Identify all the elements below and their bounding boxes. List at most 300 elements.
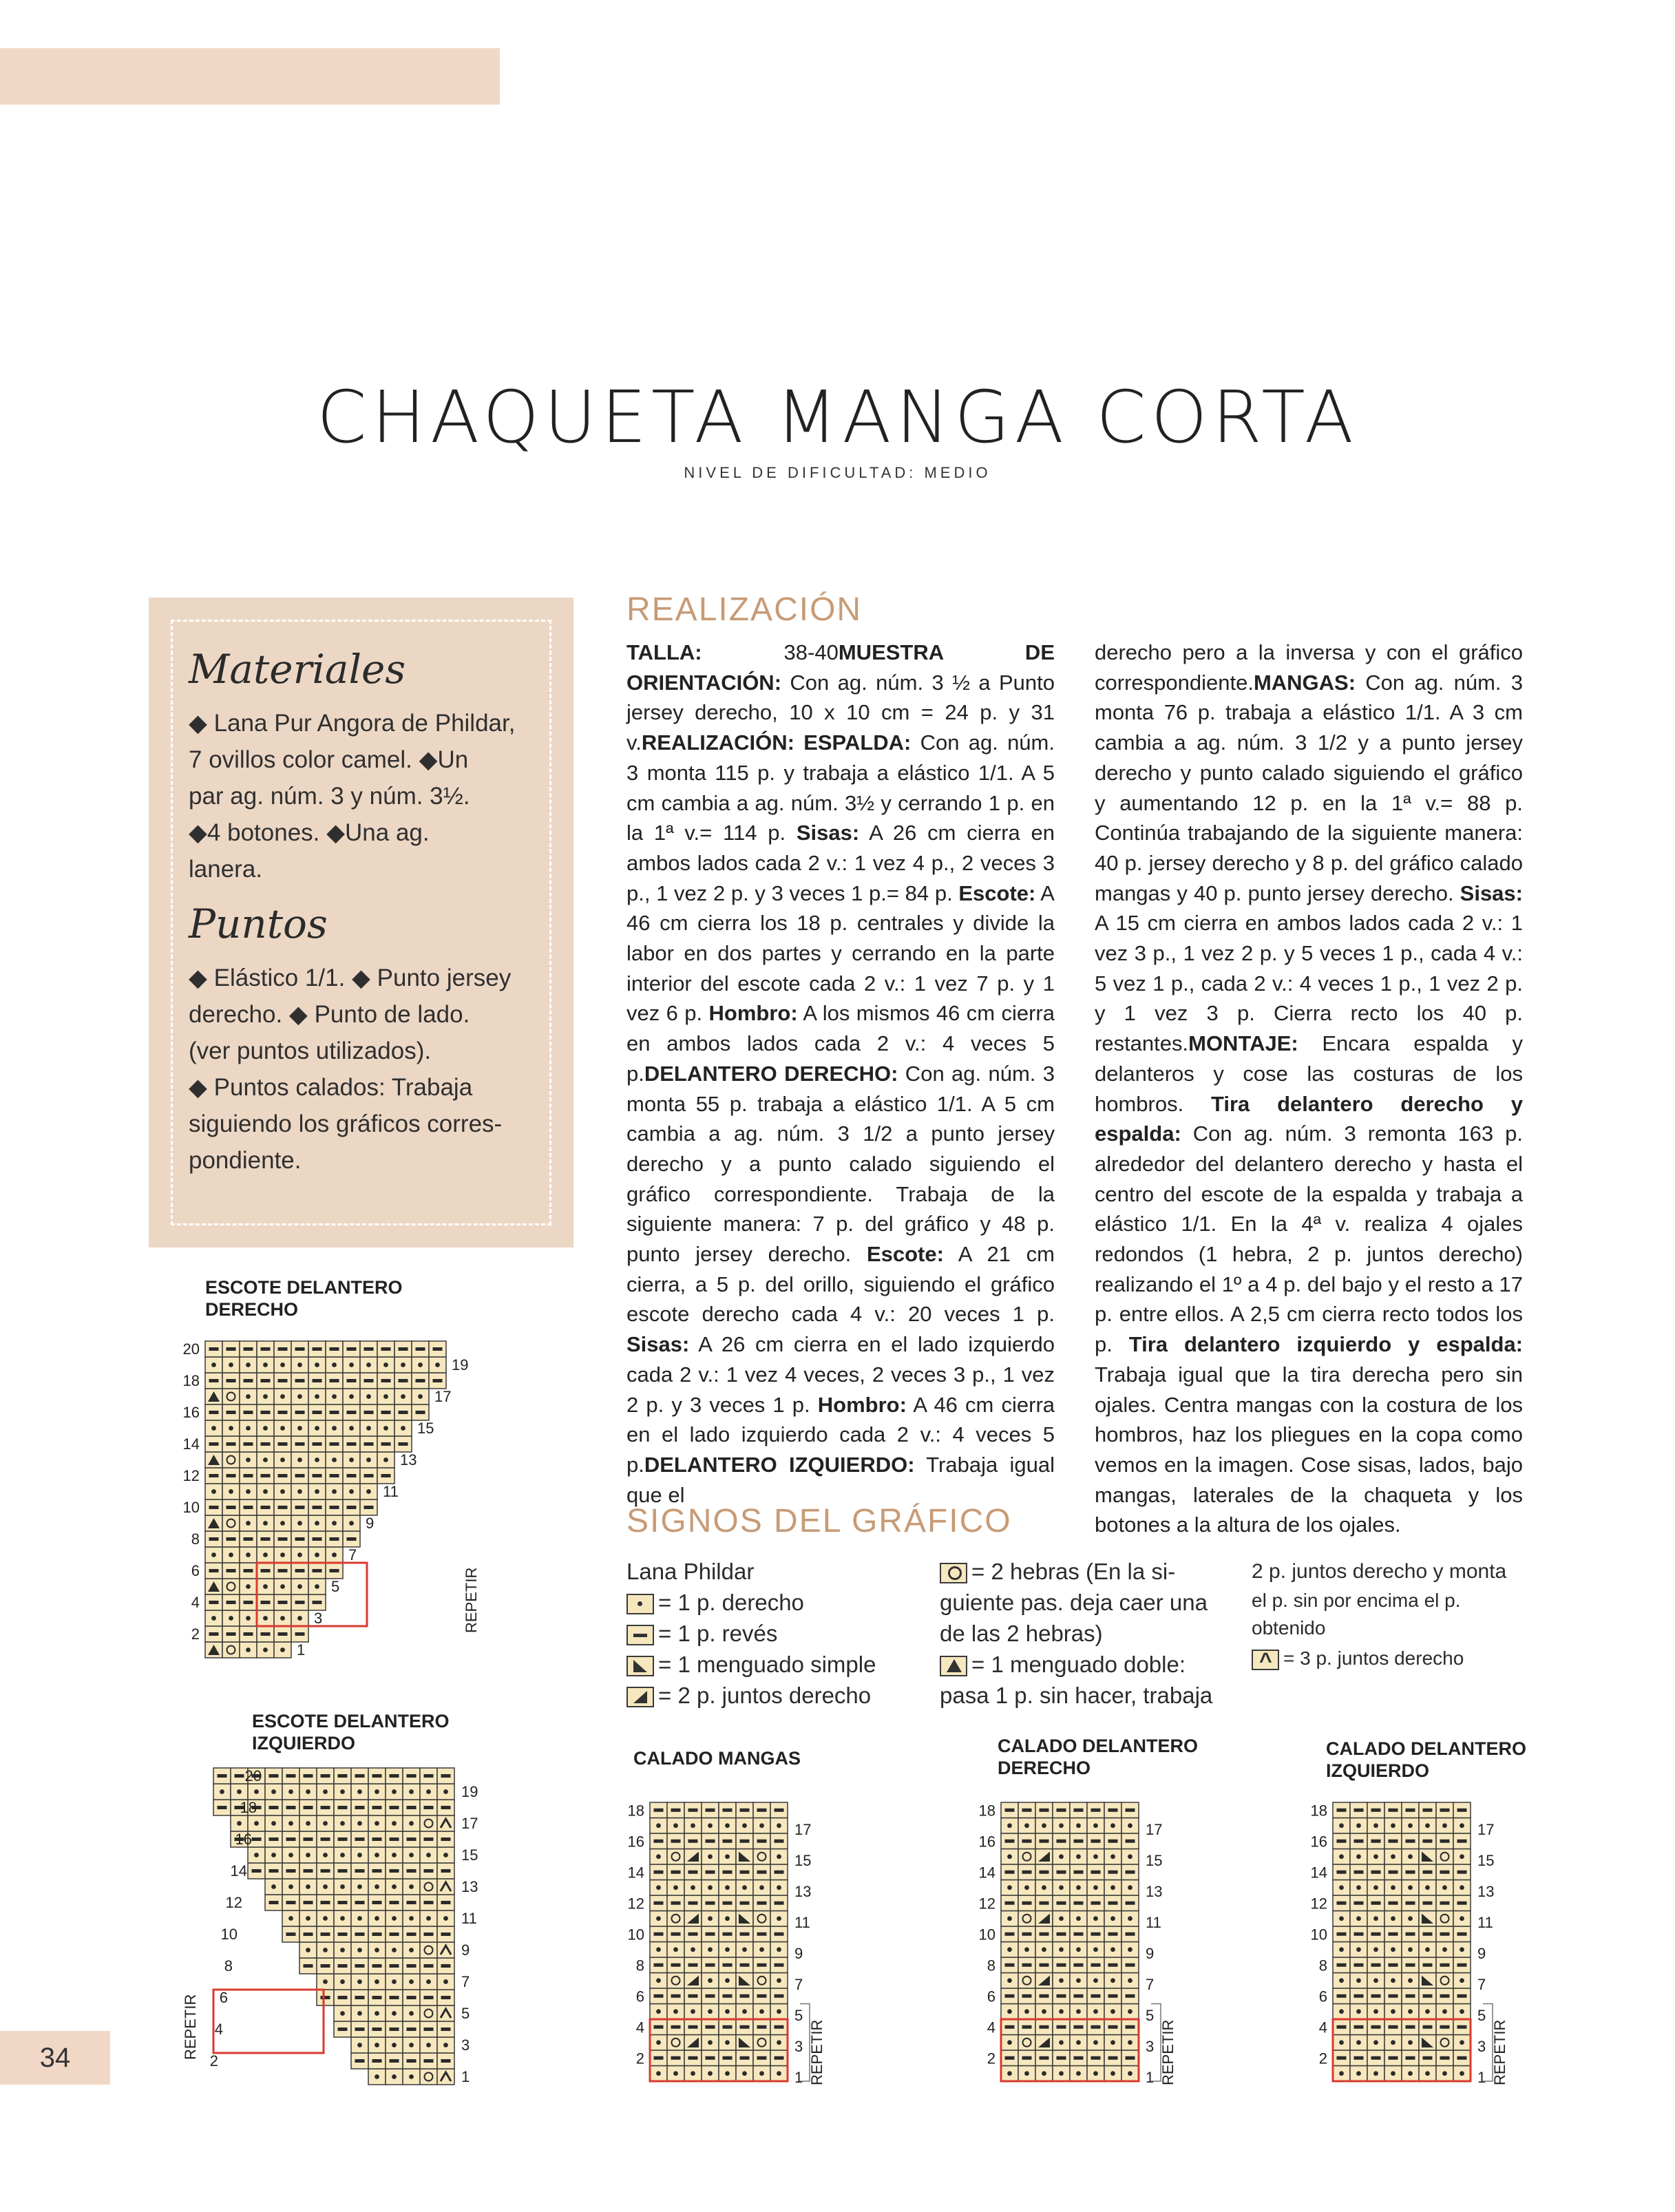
knit-stitch-mark (263, 1457, 268, 1462)
purl-stitch-mark (1423, 2056, 1433, 2060)
purl-stitch-mark (1057, 1840, 1066, 1843)
instruction-text: 38-40 (702, 640, 839, 664)
purl-stitch-mark (1440, 1932, 1450, 1936)
purl-stitch-mark (286, 1869, 296, 1873)
knit-stitch-mark (357, 1821, 362, 1826)
purl-stitch-mark (1406, 1840, 1415, 1843)
purl-stitch-mark (1440, 1963, 1450, 1967)
purl-stitch-mark (407, 1774, 417, 1778)
purl-stitch-mark (252, 1837, 262, 1841)
purl-stitch-mark (1022, 2025, 1032, 2029)
purl-stitch-mark (1074, 1902, 1084, 1905)
knit-stitch-mark (1128, 2009, 1133, 2014)
row-number: 10 (1310, 1926, 1327, 1944)
purl-stitch-mark (1040, 1809, 1049, 1812)
materials-line: ◆ Lana Pur Angora de Phildar, (189, 710, 516, 737)
knit-stitch-mark (1408, 1823, 1413, 1828)
purl-stitch-mark (424, 1869, 434, 1873)
knit-stitch-mark (288, 1789, 293, 1794)
purl-stitch-mark (1057, 2056, 1066, 2060)
knit-stitch-mark (1007, 2071, 1012, 2076)
knit-stitch-mark (1042, 1823, 1046, 1828)
row-number: 3 (794, 2038, 803, 2055)
purl-stitch-mark (1040, 1871, 1049, 1874)
purl-stitch-mark (706, 1994, 715, 1998)
row-number: 16 (182, 1404, 200, 1421)
purl-stitch-mark (364, 1442, 374, 1446)
purl-stitch-mark (654, 2025, 664, 2029)
knit-stitch-mark (1076, 1978, 1081, 1983)
knit-stitch-mark (357, 1948, 362, 1952)
purl-stitch-mark (1406, 1871, 1415, 1874)
row-number: 5 (1146, 2007, 1155, 2024)
purl-stitch-mark (1440, 1994, 1450, 1998)
instruction-label: Hombro: (817, 1392, 907, 1417)
knit-stitch-mark (1059, 2009, 1064, 2014)
purl-stitch-mark (1423, 1932, 1433, 1936)
purl-stitch-mark (1389, 1902, 1398, 1905)
knit-stitch-mark (211, 1362, 216, 1367)
purl-stitch-mark (407, 2027, 417, 2031)
row-number: 2 (191, 1625, 200, 1643)
knit-stitch-mark (229, 1616, 233, 1621)
instruction-text: Trabaja igual que el (626, 1452, 1055, 1507)
knit-stitch-mark (306, 1821, 310, 1826)
materials-list (189, 705, 553, 887)
purl-stitch-mark (1371, 1840, 1381, 1843)
row-number: 1 (1146, 2069, 1155, 2086)
knit-stitch-mark (1093, 1823, 1098, 1828)
purl-stitch-mark (381, 1411, 391, 1414)
purl-stitch-mark (295, 1506, 305, 1509)
purl-stitch-mark (433, 1379, 443, 1382)
purl-stitch-mark (1440, 1902, 1450, 1905)
purl-stitch-mark (1337, 1809, 1347, 1812)
row-number: 4 (1318, 2019, 1327, 2036)
knit-stitch-mark (777, 2071, 781, 2076)
row-number: 7 (461, 1973, 470, 1990)
purl-stitch-mark (1457, 2025, 1467, 2029)
knit-stitch-mark (1356, 1823, 1361, 1828)
purl-stitch-mark (338, 1996, 348, 1999)
purl-stitch-mark (1440, 1840, 1450, 1843)
purl-stitch-mark (706, 1871, 715, 1874)
purl-stitch-mark (1457, 1902, 1467, 1905)
purl-stitch-mark (390, 1901, 399, 1904)
instruction-label: Escote: (958, 881, 1036, 905)
purl-stitch-mark (706, 2056, 715, 2060)
k3tog-icon (1252, 1650, 1279, 1670)
purl-stitch-mark (723, 2025, 733, 2029)
knit-stitch-mark (297, 1362, 302, 1367)
knit-stitch-mark (759, 1947, 764, 1952)
knit-stitch-mark (1425, 1885, 1430, 1890)
knit-stitch-mark (1408, 1947, 1413, 1952)
knit-stitch-mark (673, 1947, 678, 1952)
purl-stitch-mark (407, 1869, 417, 1873)
purl-stitch-mark (304, 1837, 313, 1841)
purl-stitch-mark (364, 1411, 374, 1414)
knit-stitch-mark (375, 2074, 379, 2079)
purl-stitch-mark (1406, 1963, 1415, 1967)
purl-stitch-mark (1406, 1994, 1415, 1998)
purl-stitch-mark (347, 1442, 357, 1446)
knit-stitch-mark (725, 1978, 730, 1983)
purl-stitch-mark (244, 1569, 253, 1572)
purl-stitch-mark (706, 1963, 715, 1967)
purl-stitch-mark (1337, 1932, 1347, 1936)
row-number: 5 (794, 2007, 803, 2024)
purl-stitch-mark (1389, 1871, 1398, 1874)
top-color-tab (0, 48, 500, 105)
purl-stitch-mark (407, 1901, 417, 1904)
knit-stitch-mark (1007, 1823, 1012, 1828)
knit-stitch-mark (1391, 1916, 1395, 1921)
row-number: 15 (1477, 1852, 1495, 1869)
knit-stitch-mark (357, 1853, 362, 1857)
grid-cell (667, 1973, 684, 1989)
purl-stitch-mark (244, 1474, 253, 1477)
purl-stitch-mark (654, 1932, 664, 1936)
purl-stitch-mark (364, 1474, 374, 1477)
knit-stitch-mark (1408, 1885, 1413, 1890)
purl-stitch-mark (1354, 1871, 1364, 1874)
purl-stitch-mark (338, 1964, 348, 1968)
purl-stitch-mark (269, 1806, 279, 1809)
purl-stitch-mark (1354, 1994, 1364, 1998)
knit-stitch-mark (323, 1789, 328, 1794)
purl-stitch-mark (740, 1932, 750, 1936)
row-number: 7 (1477, 1976, 1486, 1993)
knit-stitch-mark (246, 1362, 251, 1367)
knit-stitch-mark (708, 1978, 713, 1983)
purl-stitch-mark (338, 1837, 348, 1841)
instruction-label: DELANTERO DERECHO: (644, 1061, 898, 1086)
knit-stitch-mark (1356, 2040, 1361, 2045)
knit-stitch-mark (1373, 1916, 1378, 1921)
purl-stitch-mark (1091, 1902, 1101, 1905)
instruction-label: Escote: (866, 1242, 944, 1267)
purl-stitch-mark (1126, 1963, 1135, 1967)
purl-stitch-mark (1457, 1871, 1467, 1874)
knit-stitch-mark (1110, 1947, 1115, 1952)
purl-stitch-mark (1108, 2025, 1118, 2029)
knit-stitch-mark (1339, 2040, 1344, 2045)
purl-stitch-mark (424, 1996, 434, 1999)
purl-stitch-mark (671, 2025, 681, 2029)
purl-stitch-mark (1091, 1871, 1101, 1874)
knit-stitch-mark (725, 2071, 730, 2076)
instruction-text: Con ag. núm. 3 monta 115 p. y trabaja a elástico 1/1. A 5 cm cambia a ag. núm. 3½ y cerrando 1 p. en la 1ª v.= 114 p. (626, 730, 1055, 845)
purl-stitch-mark (244, 1632, 253, 1636)
row-number: 6 (191, 1562, 200, 1579)
purl-stitch-mark (441, 2059, 451, 2063)
yarn-over-double-icon (940, 1563, 967, 1583)
row-number: 2 (1318, 2050, 1327, 2067)
knit-stitch-mark (409, 1789, 414, 1794)
chart-label-calado-mangas: CALADO MANGAS (633, 1748, 801, 1769)
purl-stitch-mark (286, 1932, 296, 1936)
purl-stitch-mark (390, 1932, 399, 1936)
purl-stitch-mark (244, 1347, 253, 1351)
knit-stitch-mark (1408, 2040, 1413, 2045)
purl-stitch-mark (390, 1774, 399, 1778)
purl-stitch-mark (261, 1442, 271, 1446)
purl-stitch-mark (1406, 1902, 1415, 1905)
purl-stitch-mark (1022, 1963, 1032, 1967)
row-number: 1 (297, 1641, 306, 1658)
knit-stitch-mark (409, 1979, 414, 1984)
purl-stitch-mark (1126, 2025, 1135, 2029)
instruction-text: Con ag. núm. 3 monta 76 p. trabaja a elástico 1/1. A 3 cm cambia a ag. núm. 3 1/2 y a punto jersey derecho y punto calado siguiendo el gráfico y aumentando 12 p. en la 1ª v.= 88 p. Continúa trabajando de la siguiente manera: 40 p. jersey derecho y 8 p. del gráfico calado mangas y 40 p. punto jersey derecho. (1095, 670, 1523, 905)
purl-stitch-mark (706, 2025, 715, 2029)
purl-stitch-mark (441, 1774, 451, 1778)
purl-stitch-mark (355, 1964, 365, 1968)
instruction-text: A los mismos 46 cm cierra en ambos lados cada 2 v.: 4 veces 5 p. (626, 1001, 1055, 1086)
knit-stitch-mark (246, 1584, 251, 1589)
knit-stitch-mark (315, 1489, 319, 1494)
purl-stitch-mark (330, 1569, 339, 1572)
knit-stitch-mark (742, 2009, 747, 2014)
purl-stitch-mark (372, 1774, 382, 1778)
row-number: 18 (240, 1799, 257, 1816)
purl-stitch-mark (1057, 1871, 1066, 1874)
row-number: 10 (627, 1926, 644, 1944)
row-number: 9 (461, 1941, 470, 1959)
purl-stitch-mark (330, 1506, 339, 1509)
legend-item: = 2 p. juntos derecho (626, 1680, 929, 1711)
knit-stitch-mark (1128, 1823, 1133, 1828)
knit-stitch-mark (1110, 2071, 1115, 2076)
knit-stitch-mark (340, 1916, 345, 1921)
purl-stitch-mark (218, 1806, 227, 1809)
purl-stitch-mark (1005, 2025, 1015, 2029)
knit-stitch-mark (656, 1854, 661, 1859)
purl-stitch-mark (364, 1347, 374, 1351)
purl-stitch-mark (269, 1774, 279, 1778)
knit-stitch-mark (375, 2011, 379, 2016)
repeat-label: REPETIR (463, 1567, 480, 1633)
puntos-line: siguiendo los gráficos corres- (189, 1110, 503, 1137)
purl-stitch-mark (381, 1442, 391, 1446)
purl-stitch-mark (244, 1442, 253, 1446)
knit-stitch-mark (443, 2043, 448, 2047)
chart-calado-izquierdo (1303, 1797, 1564, 2100)
purl-stitch-mark (390, 2027, 399, 2031)
repeat-label: REPETIR (808, 2019, 825, 2085)
knit-stitch-mark (1408, 1978, 1413, 1983)
purl-stitch-mark (1126, 1809, 1135, 1812)
instruction-label: Sisas: (626, 1332, 690, 1357)
knit-stitch-mark (1076, 1885, 1081, 1890)
purl-stitch-mark (269, 1901, 279, 1904)
knit-stitch-mark (392, 1884, 397, 1889)
realizacion-column-2 (1095, 638, 1523, 1540)
row-number: 12 (627, 1895, 644, 1913)
purl-stitch-mark (1423, 1963, 1433, 1967)
purl-stitch-mark (364, 1379, 374, 1382)
purl-stitch-mark (313, 1537, 322, 1541)
purl-stitch-mark (723, 1871, 733, 1874)
purl-stitch-mark (304, 1964, 313, 1968)
purl-stitch-mark (1022, 1994, 1032, 1998)
purl-stitch-mark (441, 1964, 451, 1968)
signos-column-3: 2 p. juntos derecho y monta el p. sin por encima el p. obtenido ^= 3 p. juntos derecho (1252, 1556, 1541, 1672)
double-decrease-icon (940, 1656, 967, 1676)
purl-stitch-mark (399, 1442, 408, 1446)
row-number: 14 (1310, 1864, 1327, 1882)
purl-stitch-mark (1389, 1809, 1398, 1812)
knit-stitch-mark (340, 1853, 345, 1857)
knit-stitch-mark (220, 1789, 224, 1794)
purl-stitch-mark (372, 1806, 382, 1809)
purl-stitch-mark (1126, 1871, 1135, 1874)
knit-stitch-mark (725, 1947, 730, 1952)
grid-cell (753, 1849, 770, 1865)
knit-stitch-mark (673, 1823, 678, 1828)
page-title: CHAQUETA MANGA CORTA (317, 375, 1358, 459)
instruction-text: A 15 cm cierra en ambos lados cada 2 v.: 1 vez 3 p., 1 vez 2 p. y 5 veces 1 p., cada 4 v.: 5 vez 1 p., cada 2 v.: 4 veces 1 p., 1 vez 2 p. y 1 vez 3 p. Cierra recto los 40 p. restantes. (1095, 911, 1523, 1056)
purl-stitch-mark (295, 1347, 305, 1351)
knit-stitch-mark (246, 1616, 251, 1621)
purl-stitch-mark (321, 1964, 330, 1968)
purl-stitch-mark (347, 1411, 357, 1414)
row-number: 6 (987, 1988, 995, 2005)
purl-stitch-mark (1371, 2025, 1381, 2029)
row-number: 9 (366, 1515, 375, 1532)
row-number: 18 (1310, 1802, 1327, 1820)
knit-stitch-mark (656, 2009, 661, 2014)
purl-stitch-mark (671, 1994, 681, 1998)
purl-stitch-mark (1354, 1840, 1364, 1843)
row-number: 19 (452, 1356, 469, 1373)
purl-stitch-mark (278, 1506, 288, 1509)
purl-stitch-mark (1354, 2025, 1364, 2029)
purl-stitch-mark (688, 1994, 698, 1998)
knit-stitch-mark (315, 1521, 319, 1526)
purl-stitch-mark (313, 1379, 322, 1382)
knit-stitch-mark (759, 1823, 764, 1828)
purl-stitch-mark (1423, 1840, 1433, 1843)
purl-stitch-mark (1005, 1871, 1015, 1874)
knit-stitch-mark (1007, 1916, 1012, 1921)
knit-stitch-mark (306, 1916, 310, 1921)
purl-stitch-mark (209, 1442, 219, 1446)
knit-stitch-mark (246, 1394, 251, 1399)
chart-calado-derecho (971, 1797, 1232, 2100)
knit-stitch-mark (1007, 1978, 1012, 1983)
knit-stitch-mark (271, 1821, 276, 1826)
grid-cell (753, 1973, 770, 1989)
row-number: 4 (987, 2019, 995, 2036)
knit-stitch-mark (1128, 2071, 1133, 2076)
knit-stitch-mark (323, 1884, 328, 1889)
repeat-label: REPETIR (182, 1994, 199, 2060)
purl-stitch-mark (330, 1442, 339, 1446)
purl-stitch-mark (1406, 2056, 1415, 2060)
purl-stitch-mark (321, 1806, 330, 1809)
purl-stitch-mark (407, 1837, 417, 1841)
instruction-text: Trabaja igual que la tira derecha pero sin ojales. Centra mangas con la costura de los hombros, haz los pliegues en la copa como vemos en la imagen. Cose sisas, lados, bajo mangas, laterales de la chaqueta y los botones a la altura de los ojales. (1095, 1362, 1523, 1537)
row-number: 14 (627, 1864, 644, 1882)
knit-stitch-mark (1442, 1823, 1447, 1828)
knit-stitch-mark (1093, 1978, 1098, 1983)
knit-stitch-mark (725, 2040, 730, 2045)
knit-stitch-mark (1373, 1854, 1378, 1859)
purl-stitch-mark (381, 1347, 391, 1351)
realizacion-column-1 (626, 638, 1055, 1510)
knit-stitch-mark (332, 1521, 337, 1526)
purl-stitch-mark (688, 2025, 698, 2029)
knit-stitch-mark (1110, 1978, 1115, 1983)
grid-cell (1436, 2035, 1453, 2051)
purl-stitch-mark (304, 1901, 313, 1904)
purl-stitch-mark (244, 1411, 253, 1414)
purl-stitch-mark (441, 1932, 451, 1936)
purl-stitch-mark (330, 1411, 339, 1414)
row-number: 10 (220, 1926, 238, 1943)
purl-stitch-mark (757, 2025, 767, 2029)
purl-stitch-mark (740, 2056, 750, 2060)
purl-stitch-mark (295, 1632, 305, 1636)
knit-stitch-mark (263, 1394, 268, 1399)
purl-stitch-mark (1040, 2025, 1049, 2029)
instruction-label: Tira delantero izquierdo y espalda: (1128, 1332, 1524, 1357)
knit-stitch-mark (246, 1552, 251, 1557)
knit-stitch-mark (759, 2071, 764, 2076)
knit-stitch-mark (1356, 1978, 1361, 1983)
knit-stitch-mark (1059, 2040, 1064, 2045)
grid-cell (222, 1579, 240, 1594)
knit-stitch-mark (315, 1362, 319, 1367)
purl-stitch-mark (424, 1774, 434, 1778)
purl-stitch-mark (372, 1869, 382, 1873)
knit-stitch-mark (349, 1362, 354, 1367)
purl-stitch-mark (1005, 1840, 1015, 1843)
purl-stitch-mark (321, 1932, 330, 1936)
knit-stitch-mark (280, 1394, 285, 1399)
row-number: 16 (978, 1833, 995, 1851)
page-number: 34 (0, 2031, 110, 2085)
materials-line: par ag. núm. 3 y núm. 3½. (189, 783, 470, 810)
knit-stitch-mark (1007, 1885, 1012, 1890)
purl-stitch-mark (688, 1932, 698, 1936)
knit-stitch-mark (1391, 1823, 1395, 1828)
knit-stitch-mark (229, 1426, 233, 1431)
grid-cell (1018, 1973, 1035, 1989)
purl-stitch-mark (1108, 1871, 1118, 1874)
purl-stitch-mark (1091, 1809, 1101, 1812)
knit-stitch-mark (357, 1916, 362, 1921)
row-number: 18 (627, 1802, 644, 1820)
purl-stitch-mark (244, 1379, 253, 1382)
row-number: 15 (461, 1846, 478, 1864)
knit-stitch-mark (1373, 2040, 1378, 2045)
purl-stitch-mark (286, 1774, 296, 1778)
purl-stitch-mark (1457, 1809, 1467, 1812)
knit-stitch-mark (1408, 1916, 1413, 1921)
knit-stitch-mark (323, 1853, 328, 1857)
purl-stitch-mark (218, 1774, 227, 1778)
row-number: 6 (635, 1988, 644, 2005)
instruction-text: Encara espalda y delanteros y cose las costuras de los hombros. (1095, 1031, 1523, 1116)
purl-stitch-mark (227, 1506, 236, 1509)
grid-cell (753, 2035, 770, 2051)
instruction-text: Con ag. núm. 3 monta 55 p. trabaja a elástico 1/1. A 5 cm cambia a ag. núm. 3 1/2 a punto jersey derecho y a punto calado siguiendo el gráfico correspondiente. Trabaja de la siguiente manera: 7 p. del gráfico y 48 p. punto jersey derecho. (626, 1061, 1055, 1267)
repeat-label: REPETIR (1491, 2019, 1508, 2085)
purl-stitch-mark (278, 1569, 288, 1572)
purl-stitch-mark (1126, 1932, 1135, 1936)
